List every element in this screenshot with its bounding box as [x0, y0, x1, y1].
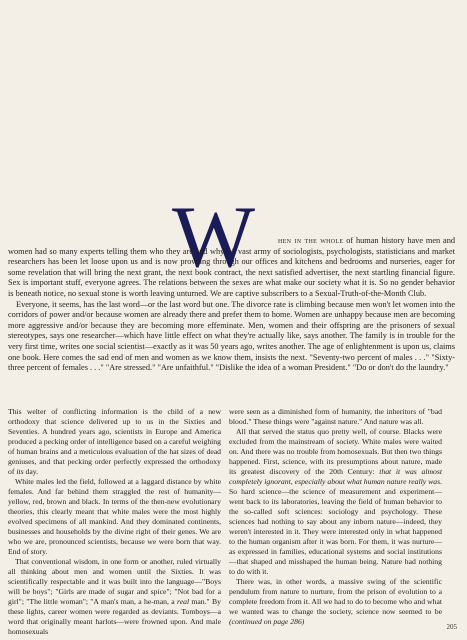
drop-cap: W [172, 189, 254, 286]
page-number: 205 [446, 623, 457, 631]
continued-note: (continued on page 286) [229, 617, 305, 626]
right-column [229, 407, 442, 627]
left-paragraph-1 [8, 407, 221, 477]
left-p1-italic: its [16, 467, 24, 476]
intro-section [8, 236, 455, 374]
intro-lead-smallcaps: hen in the whole [278, 236, 344, 245]
right-paragraph-3 [229, 577, 442, 627]
right-paragraph-2 [229, 427, 442, 577]
intro-paragraph-1 [8, 236, 455, 300]
left-column [8, 407, 221, 637]
right-p2-italic: that it was almost completely ignorant, especially about what human nature really was. [229, 467, 442, 486]
left-p3-tail: man." By these lights, career women were regarded as deviants. Tomboys—a word that originally meant harlots—were frowned upon. And male homosexuals [8, 597, 221, 636]
left-p1-tail: day. [23, 467, 39, 476]
right-p3-text: There was, in other words, a massive swing of the scientific pendulum from nature to nurture, from the prison of evolution to a complete freedom from it. All we had to do to become who and what we wanted was to change the society, science now seemed to be [229, 577, 442, 616]
right-p2-text: All that served the status quo pretty well, of course. Blacks were excluded from the mainstream of society. White males were waited on. And there was no trouble from homosexuals. But then two things happened. First, science, with its presumptions about nature, made its greatest discovery of the 20th Century: [229, 427, 442, 476]
right-paragraph-1: were seen as a diminished form of humanity, the inheritors of "bad blood." These things were "against nature." And nature was all. [229, 407, 442, 426]
left-paragraph-3 [8, 557, 221, 637]
left-p3-italic: real [176, 597, 190, 606]
left-paragraph-2: White males led the field, followed at a laggard distance by white females. And far behind them straggled the rest of humanity—yellow, red, brown and black. In terms of the then-new evolutionary theories, this clearly meant that white males were the most highly evolved specimens of all mankind. And they dominated continents, businesses and households by the divine right of their genes. We are who we are, pronounced scientists, because we were born that way. End of story. [8, 477, 221, 556]
left-p3-text: That conventional wisdom, in one form or another, ruled virtually all thinking about men and women until the Sixties. It was scientifically respectable and it was built into the language—"Boys will be boys"; "Girls are made of sugar and spice"; "Not bad for a girl"; "The little woman"; "A man's man, a he-man, a [8, 557, 221, 606]
right-p2-tail: So hard science—the science of measurement and experiment—went back to its laboratories, leaving the field of human behavior to the so-called soft sciences: sociology and psychology. These sciences had nothing to say about any inborn nature—indeed, they weren't interested in it. They were interested only in what happened to the human organism after it was born. For them, it was nurture—as expressed in families, educational systems and social institutions—that shaped and misshaped the human being. Nature had nothing to do with it. [229, 487, 442, 576]
intro-paragraph-1-text: of human history have men and women had so many experts telling them who they are and why? A vast army of sociologists, psychologists, statisticians and market researchers has been let loose upon us and is now prowling through our offices and kitchens and bedrooms and nurseries, eager for some revelation that will bring the next grant, the next book contract, the next satisfied advertiser, the next startling financial figure. Sex is important stuff, everyone agrees. The relations between the sexes are what make our society what it is. So no gender behavior is beneath notice, no sexual stone is worth leaving unturned. We are captive subscribers to a Sexual-Truth-of-the-Month Club. [8, 236, 455, 298]
left-p1-text: This welter of conflicting information is the child of a new orthodoxy that science delivered up to us in the Sixties and Seventies. A hundred years ago, scientists in Europe and America produced a pecking order of intelligence based on a careful weighing of human brains and a meticulous evaluation of the hat sizes of dead geniuses, and that pecking order perfectly expressed the orthodoxy of [8, 407, 221, 476]
intro-paragraph-2: Everyone, it seems, has the last word—or the last word but one. The divorce rate is climbing because men won't let women into the corridors of power and/or because women are already there and prefer them to home. Women are unhappy because men are becoming more aggressive and/or because they are becoming more effeminate. Men, women and their offspring are the prisoners of sexual stereotypes, says one researcher—which have little effect on what they're actually like, says another. The family is in trouble for the very first time, writes one social scientist—exactly as it was 50 years ago, writes another. The age of enlightenment is upon us, claims one book. Here comes the sad end of men and women as we know them, insists the next. "Seventy-two percent of males . . ." "Sixty-three percent of females . . ." "Are stressed." "Are unfaithful." "Dislike the idea of a woman President." "Do or don't do the laundry." [8, 299, 455, 373]
